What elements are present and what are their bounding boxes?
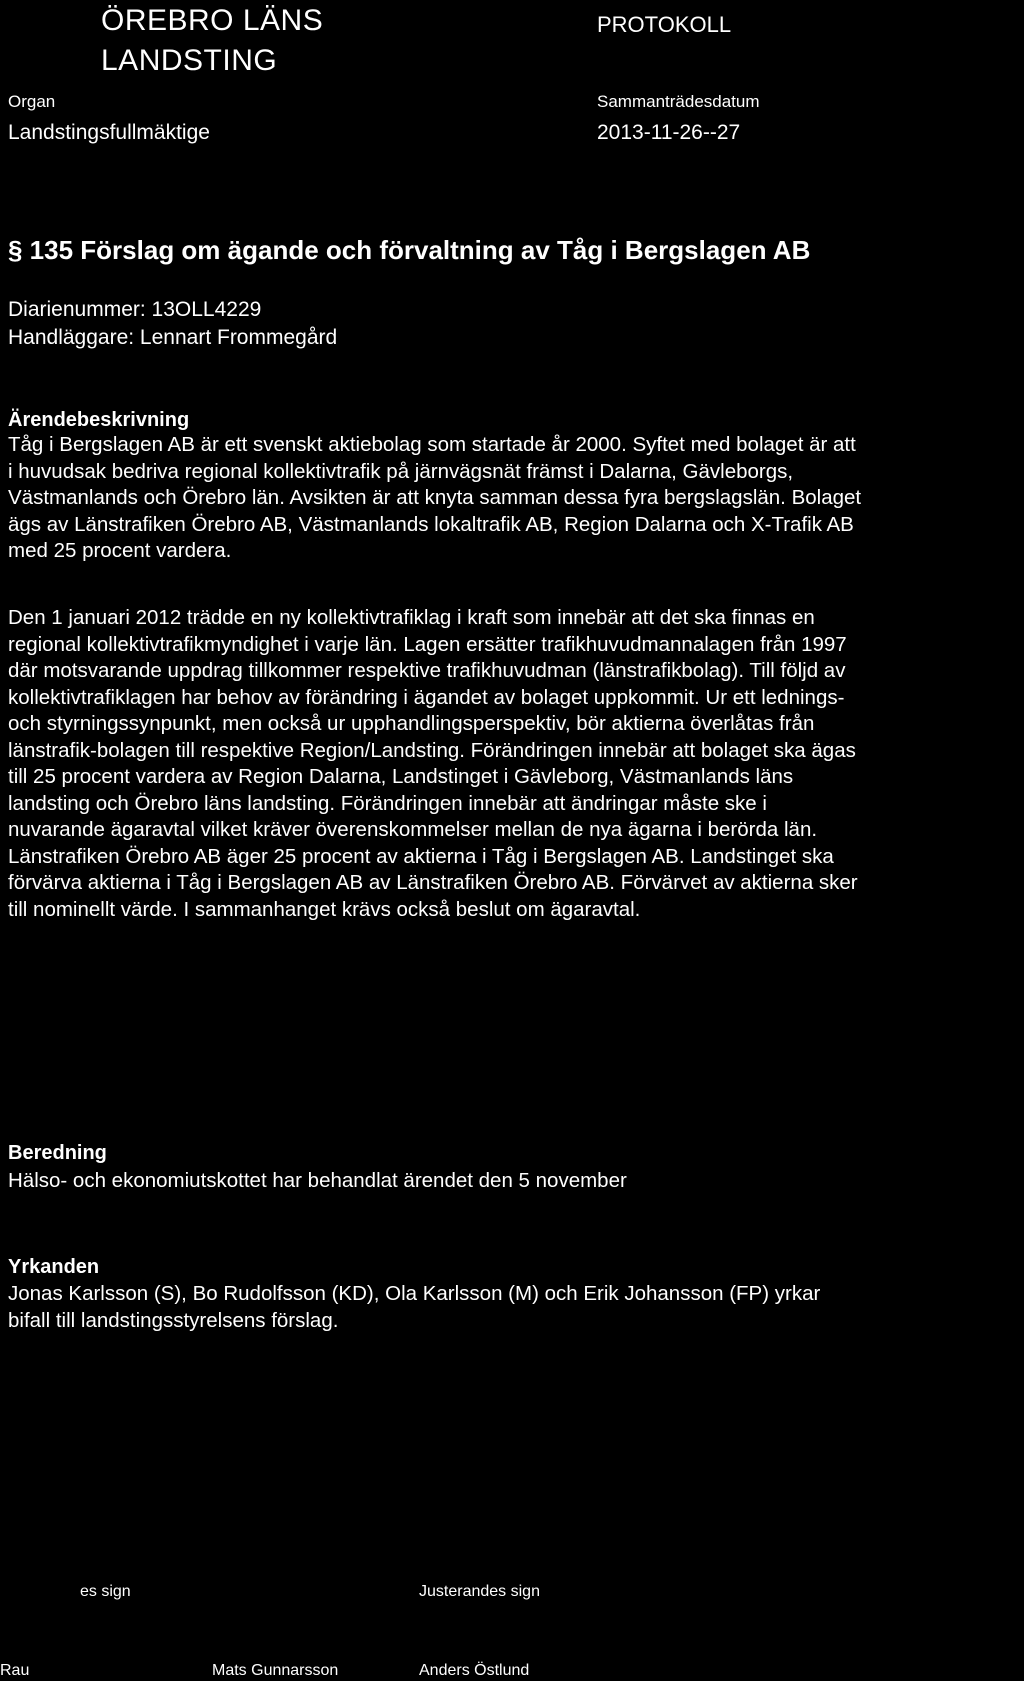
signatory-name-3: Anders Östlund [419,1662,530,1679]
text-line: till nominellt värde. I sammanhanget krävs också beslut om ägaravtal. [8,897,641,921]
text-line: landsting och Örebro läns landsting. Förändringen innebär att ändringar måste ske i [8,791,767,815]
signature-label-right: Justerandes sign [419,1583,540,1600]
yrkanden-paragraph [8,1281,1020,1334]
text-line: regional kollektivtrafikmyndighet i varje län. Lagen ersätter trafikhuvudmannalagen från 1997 [8,632,847,656]
text-line: nuvarande ägaravtal vilket kräver överenskommelser mellan de nya ägarna i berörda län. [8,818,818,841]
text-line: förvärva aktierna i Tåg i Bergslagen AB av Länstrafiken Örebro AB. Förvärvet av aktierna sker [8,871,858,894]
text-line: Västmanlands och Örebro län. Avsikten är att knyta samman dessa fyra bergslagslän. Bolaget [8,486,862,509]
organ-value: Landstingsfullmäktige [8,121,210,144]
text-line: med 25 procent vardera. [8,539,232,562]
text-line: länstrafik-bolagen till respektive Region/Landsting. Förändringen innebär att bolaget ska ägas [8,738,856,762]
signature-label-left: es sign [80,1583,131,1600]
diarienummer: Diarienummer: 13OLL4229 [8,298,262,321]
beredning-paragraph [8,1168,1020,1195]
text-line: där motsvarande uppdrag tillkommer respektive trafikhuvudman (länstrafikbolag). Till följd av [8,659,846,682]
text-line: bifall till landstingsstyrelsens förslag. [8,1308,339,1332]
date-label: Sammanträdesdatum [597,92,760,111]
handlaggare: Handläggare: Lennart Frommegård [8,326,338,349]
document-type: PROTOKOLL [597,12,732,37]
org-name-line1: ÖREBRO LÄNS [101,4,324,37]
text-line: Tåg i Bergslagen AB är ett svenskt aktiebolag som startade år 2000. Syftet med bolaget är att [8,433,856,456]
yrkanden-title: Yrkanden [8,1256,100,1278]
org-name-line2: LANDSTING [101,44,278,77]
text-line: kollektivtrafiklagen har behov av förändring i ägandet av bolaget uppkommit. Ur ett lednings- [8,685,845,709]
beredning-title: Beredning [8,1142,107,1164]
text-line: Den 1 januari 2012 trädde en ny kollektivtrafiklag i kraft som innebär att det ska finnas en [8,606,815,629]
arendebeskrivning-title: Ärendebeskrivning [8,409,190,431]
arendebeskrivning-paragraph-2 [8,605,1020,923]
date-value: 2013-11-26--27 [597,121,741,144]
text-line: i huvudsak bedriva regional kollektivtrafik på järnvägsnät främst i Dalarna, Gävleborgs, [8,459,794,483]
text-line: ägs av Länstrafiken Örebro AB, Västmanlands lokaltrafik AB, Region Dalarna och X-Trafik AB [8,512,854,536]
text-line: till 25 procent vardera av Region Dalarna, Landstinget i Gävleborg, Västmanlands läns [8,765,794,788]
text-line: och styrningssynpunkt, men också ur upphandlingsperspektiv, bör aktierna överlåtas från [8,712,815,735]
arendebeskrivning-paragraph-1 [8,432,1020,565]
signatory-name-1: Rau [0,1662,30,1679]
text-line: Länstrafiken Örebro AB äger 25 procent av aktierna i Tåg i Bergslagen AB. Landstinget ska [8,844,834,868]
text-line: Jonas Karlsson (S), Bo Rudolfsson (KD), Ola Karlsson (M) och Erik Johansson (FP) yrkar [8,1282,821,1305]
item-heading: § 135 Förslag om ägande och förvaltning av Tåg i Bergslagen AB [8,235,811,265]
signatory-name-2: Mats Gunnarsson [212,1662,339,1679]
text-line: Hälso- och ekonomiutskottet har behandlat ärendet den 5 november [8,1169,627,1192]
organ-label: Organ [8,92,56,111]
